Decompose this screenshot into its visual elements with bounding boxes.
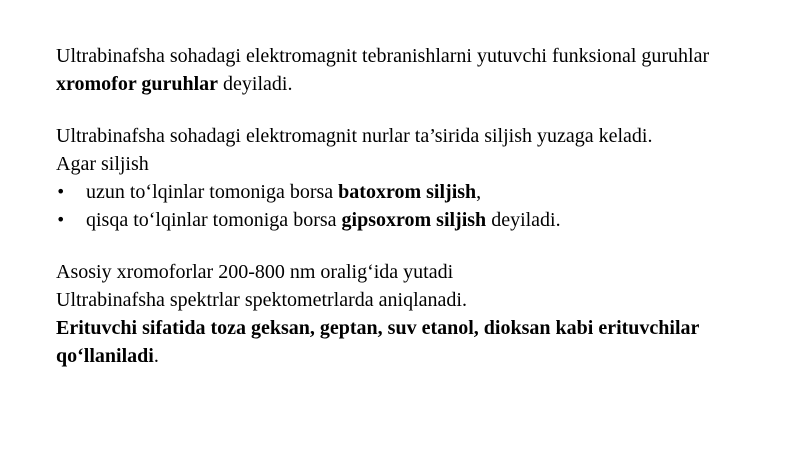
spectrometer-line: Ultrabinafsha spektrlar spektometrlarda aniqlanadi. [56,289,467,311]
hypsochromic-term: gipsoxrom siljish [341,209,487,231]
bullet-icon: • [56,182,66,201]
shift-condition-line: Agar siljish [56,153,149,175]
absorption-range-line: Asosiy xromoforlar 200-800 nm oralig‘ida yutadi [56,261,454,283]
spacer [56,234,766,258]
list-item [56,178,766,206]
spacer [56,98,766,122]
shift-intro-line: Ultrabinafsha sohadagi elektromagnit nurlar ta’sirida siljish yuzaga keladi. [56,125,653,147]
bullet-icon: • [56,210,66,229]
slide-content [56,42,766,370]
bullet-suffix: deyiladi. [486,209,561,231]
list-item [56,206,766,234]
bathochromic-term: batoxrom siljish [338,181,477,203]
shift-bullet-list [56,178,766,234]
solvent-suffix: . [153,345,159,367]
bullet-suffix: , [476,181,482,203]
chromophore-term: xromofor guruhlar [56,73,219,95]
bullet-text: qisqa to‘lqinlar tomoniga borsa [86,209,342,231]
definition-text: Ultrabinafsha sohadagi elektromagnit tebranishlarni yutuvchi funksional guruhlar [56,45,710,67]
solvent-text: Erituvchi sifatida toza geksan, geptan, suv etanol, dioksan kabi erituvchilar qo‘llaniladi [56,317,700,367]
bullet-text: uzun to‘lqinlar tomoniga borsa [86,181,339,203]
definition-paragraph [56,42,766,98]
solvent-paragraph [56,314,766,370]
definition-suffix: deyiladi. [218,73,293,95]
